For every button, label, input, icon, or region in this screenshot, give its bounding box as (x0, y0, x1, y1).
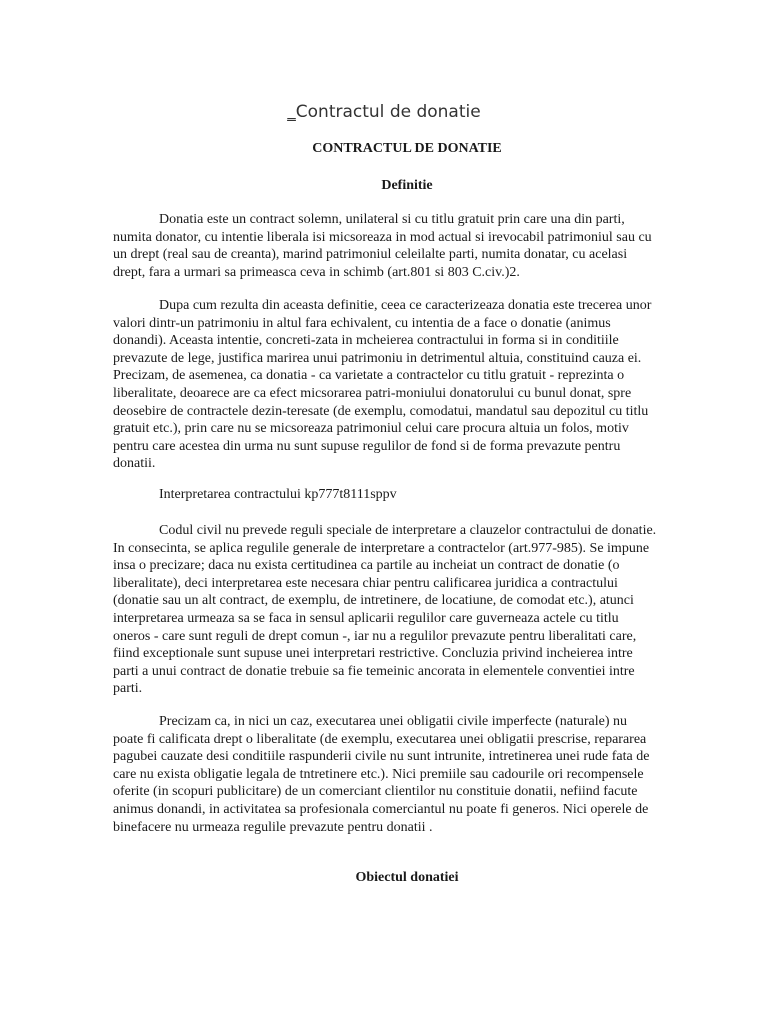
section-heading-obiect: Obiectul donatiei (355, 870, 459, 885)
paragraph-interpretation-heading: Interpretarea contractului kp777t8111sppv (159, 487, 397, 502)
main-heading: CONTRACTUL DE DONATIE (312, 141, 502, 156)
document-title (0, 102, 768, 122)
paragraph-definition: Donatia este un contract solemn, unilateral si cu titlu gratuit prin care una din parti, numita donator, cu intentie liberala isi micsoreaza in mod actual si irevocabil patrimoniul sau cu un drept (real sau de creanta), marind patrimoniul celeilalte parti, numita donatar, cu acelasi drept, fara a urmari sa primeasca ceva in schimb (art.801 si 803 C.civ.)2. (113, 212, 652, 280)
paragraph-interpretation: Codul civil nu prevede reguli speciale de interpretare a clauzelor contractului de donatie. In consecinta, se aplica regulile generale de interpretare a contractelor (art.977-985). Se impune insa o precizare; daca nu exista certitudinea ca partile au incheiat un contract de donatie (o liberalitate), deci interpretarea este necesara chiar pentru calificarea juridica a contractului (donatie sau un alt contract, de exemplu, de intretinere, de locatiune, de comodat etc.), atunci interpretarea urmeaza sa se faca in sensul aplicarii regulilor care guverneaza actele cu titlu oneros - care sunt reguli de drept comun -, iar nu a regulilor prevazute pentru liberalitati care, fiind exceptionale sunt supuse unei interpretari restrictive. Concluzia privind incheierea intre parti a unui contract de donatie trebuie sa fie temeinic ancorata in elementele conventiei intre parti. (113, 523, 657, 697)
section-heading-definitie: Definitie (381, 178, 433, 193)
paragraph-natural-obligations: Precizam ca, in nici un caz, executarea unei obligatii civile imperfecte (naturale) nu poate fi calificata drept o liberalitate (de exemplu, executarea unei obligatii prescrise, repararea pagubei cauzate desi conditiile raspunderii civile nu sunt intrunite, intretinerea unei rude fata de care nu exista obligatie legala de tntretinere etc.). Nici premiile sau cadourile ori recompensele oferite (in scopuri publicitare) de un comerciant clientilor nu constituie donatii, nefiind facute animus donandi, in activitatea sa profesionala comerciantul nu poate fi generos. Nici operele de binefacere nu urmeaza regulile prevazute pentru donatii . (113, 714, 650, 835)
paragraph-characteristics: Dupa cum rezulta din aceasta definitie, ceea ce caracterizeaza donatia este trecerea unor valori dintr-un patrimoniu in altul fara echivalent, cu intentia de a face o donatie (animus donandi). Aceasta intentie, concreti-zata in mcheierea contractului in forma si in conditiile prevazute de lege, justifica marirea unui patrimoniu in detrimentul altuia, constituind cauza ei. Precizam, de asemenea, ca donatia - ca varietate a contractelor cu titlu gratuit - reprezinta o liberalitate, deoarece are ca efect micsorarea patri-moniului donatorului cu bunul donat, spre deosebire de contractele dezin-teresate (de exemplu, comodatui, mandatul sau depozitul cu titlu gratuit etc.), prin care nu se micsoreaza patrimoniul celui care procura altuia un folos, motiv pentru care acestea din urma nu sunt supuse regulilor de fond si de forma prevazute pentru donatii. (113, 298, 652, 472)
title-prefix: _ (287, 102, 296, 122)
title-text: Contractul de donatie (295, 102, 481, 122)
